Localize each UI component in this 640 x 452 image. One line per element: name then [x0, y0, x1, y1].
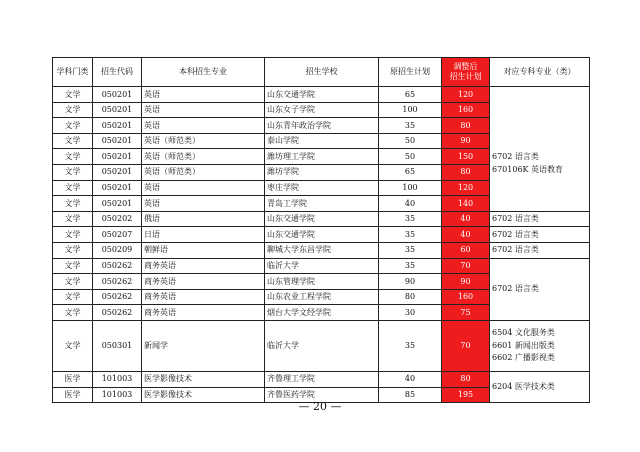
cell-category: 文学 [53, 274, 93, 290]
cell-school: 山东管理学院 [265, 274, 379, 290]
cell-original-plan: 50 [379, 149, 442, 165]
cell-major: 朝鲜语 [142, 242, 265, 258]
cell-original-plan: 80 [379, 289, 442, 305]
cell-school: 齐鲁医药学院 [265, 387, 379, 403]
header-category: 学科门类 [53, 58, 93, 87]
cell-code: 050201 [93, 164, 142, 180]
cell-category: 文学 [53, 227, 93, 243]
cell-adjusted-plan: 80 [442, 118, 490, 134]
cell-original-plan: 65 [379, 87, 442, 103]
cell-adjusted-plan: 80 [442, 164, 490, 180]
cell-adjusted-plan: 150 [442, 149, 490, 165]
corresponding-line: 6602 广播影视类 [492, 353, 555, 363]
cell-major: 医学影像技术 [142, 371, 265, 387]
cell-major: 英语 [142, 196, 265, 212]
cell-category: 文学 [53, 149, 93, 165]
cell-adjusted-plan: 90 [442, 133, 490, 149]
cell-code: 050301 [93, 320, 142, 371]
cell-adjusted-plan: 160 [442, 289, 490, 305]
table-row [53, 211, 590, 227]
cell-corresponding-medical: 6204 医学技术类 [490, 371, 590, 402]
cell-adjusted-plan: 70 [442, 258, 490, 274]
header-adjusted-line2: 招生计划 [449, 72, 482, 81]
cell-adjusted-plan: 160 [442, 102, 490, 118]
cell-original-plan: 35 [379, 211, 442, 227]
cell-school: 山东交通学院 [265, 227, 379, 243]
cell-adjusted-plan: 40 [442, 211, 490, 227]
cell-category: 文学 [53, 87, 93, 103]
table-header-row [53, 58, 590, 87]
cell-adjusted-plan: 195 [442, 387, 490, 403]
cell-corresponding-business-english: 6702 语言类 [490, 258, 590, 320]
cell-school: 临沂大学 [265, 320, 379, 371]
cell-code: 050201 [93, 133, 142, 149]
table-row [53, 227, 590, 243]
cell-original-plan: 35 [379, 258, 442, 274]
cell-school: 青岛工学院 [265, 196, 379, 212]
header-major: 本科招生专业 [142, 58, 265, 87]
page-number: — 20 — [298, 400, 342, 413]
cell-major: 英语（师范类） [142, 133, 265, 149]
cell-category: 医学 [53, 387, 93, 403]
header-school: 招生学校 [265, 58, 379, 87]
cell-school: 潍坊理工学院 [265, 149, 379, 165]
cell-category: 文学 [53, 211, 93, 227]
cell-school: 枣庄学院 [265, 180, 379, 196]
enrollment-plan-table [52, 57, 590, 403]
table-row [53, 258, 590, 274]
cell-original-plan: 40 [379, 196, 442, 212]
cell-category: 医学 [53, 371, 93, 387]
header-code: 招生代码 [93, 58, 142, 87]
cell-code: 050207 [93, 227, 142, 243]
table-row [53, 320, 590, 371]
cell-category: 文学 [53, 133, 93, 149]
cell-corresponding-russian: 6702 语言类 [490, 211, 590, 227]
table-row [53, 371, 590, 387]
cell-school: 聊城大学东昌学院 [265, 242, 379, 258]
cell-original-plan: 50 [379, 133, 442, 149]
cell-major: 商务英语 [142, 305, 265, 321]
cell-original-plan: 100 [379, 102, 442, 118]
cell-adjusted-plan: 60 [442, 242, 490, 258]
cell-code: 050262 [93, 258, 142, 274]
cell-major: 英语 [142, 180, 265, 196]
cell-original-plan: 35 [379, 242, 442, 258]
cell-code: 101003 [93, 387, 142, 403]
cell-major: 英语 [142, 87, 265, 103]
cell-school: 泰山学院 [265, 133, 379, 149]
corresponding-line: 6504 文化服务类 [492, 327, 555, 337]
header-adjusted-line1: 调整后 [453, 62, 478, 72]
cell-original-plan: 35 [379, 227, 442, 243]
cell-school: 山东交通学院 [265, 87, 379, 103]
cell-corresponding-journalism [490, 320, 590, 371]
cell-code: 050201 [93, 196, 142, 212]
cell-major: 俄语 [142, 211, 265, 227]
cell-code: 050201 [93, 180, 142, 196]
table-row [53, 242, 590, 258]
cell-major: 医学影像技术 [142, 387, 265, 403]
cell-category: 文学 [53, 289, 93, 305]
cell-adjusted-plan: 140 [442, 196, 490, 212]
cell-original-plan: 30 [379, 305, 442, 321]
cell-corresponding-language [490, 87, 590, 212]
cell-adjusted-plan: 70 [442, 320, 490, 371]
cell-original-plan: 65 [379, 164, 442, 180]
cell-school: 临沂大学 [265, 258, 379, 274]
cell-major: 商务英语 [142, 258, 265, 274]
cell-original-plan: 85 [379, 387, 442, 403]
cell-adjusted-plan: 120 [442, 180, 490, 196]
cell-code: 050262 [93, 305, 142, 321]
cell-major: 商务英语 [142, 289, 265, 305]
cell-original-plan: 100 [379, 180, 442, 196]
cell-code: 050201 [93, 102, 142, 118]
cell-adjusted-plan: 120 [442, 87, 490, 103]
cell-major: 商务英语 [142, 274, 265, 290]
cell-school: 山东交通学院 [265, 211, 379, 227]
cell-category: 文学 [53, 258, 93, 274]
cell-adjusted-plan: 80 [442, 371, 490, 387]
cell-original-plan: 35 [379, 320, 442, 371]
cell-major: 英语 [142, 118, 265, 134]
header-adjusted-plan [442, 58, 490, 87]
cell-adjusted-plan: 40 [442, 227, 490, 243]
header-corresponding-major: 对应专科专业（类） [490, 58, 590, 87]
cell-category: 文学 [53, 180, 93, 196]
cell-category: 文学 [53, 102, 93, 118]
corresponding-line: 6702 语言类 [492, 152, 539, 162]
cell-original-plan: 90 [379, 274, 442, 290]
cell-adjusted-plan: 90 [442, 274, 490, 290]
cell-code: 050201 [93, 118, 142, 134]
corresponding-line: 670106K 英语教育 [492, 164, 564, 174]
cell-category: 文学 [53, 118, 93, 134]
cell-code: 050201 [93, 87, 142, 103]
cell-code: 050262 [93, 289, 142, 305]
cell-major: 英语 [142, 102, 265, 118]
cell-code: 050201 [93, 149, 142, 165]
cell-adjusted-plan: 75 [442, 305, 490, 321]
cell-major: 英语（师范类） [142, 164, 265, 180]
cell-category: 文学 [53, 242, 93, 258]
cell-school: 山东青年政治学院 [265, 118, 379, 134]
cell-code: 101003 [93, 371, 142, 387]
cell-major: 日语 [142, 227, 265, 243]
cell-code: 050262 [93, 274, 142, 290]
cell-corresponding-korean: 6702 语言类 [490, 242, 590, 258]
cell-category: 文学 [53, 196, 93, 212]
cell-category: 文学 [53, 305, 93, 321]
cell-original-plan: 35 [379, 118, 442, 134]
corresponding-line: 6601 新闻出版类 [492, 340, 555, 350]
cell-code: 050202 [93, 211, 142, 227]
cell-major: 英语（师范类） [142, 149, 265, 165]
cell-school: 山东女子学院 [265, 102, 379, 118]
cell-school: 齐鲁理工学院 [265, 371, 379, 387]
cell-category: 文学 [53, 320, 93, 371]
cell-major: 新闻学 [142, 320, 265, 371]
table-row [53, 87, 590, 103]
cell-school: 潍坊学院 [265, 164, 379, 180]
cell-school: 烟台大学文经学院 [265, 305, 379, 321]
cell-category: 文学 [53, 164, 93, 180]
cell-school: 山东农业工程学院 [265, 289, 379, 305]
header-original-plan: 原招生计划 [379, 58, 442, 87]
cell-original-plan: 40 [379, 371, 442, 387]
cell-corresponding-japanese: 6702 语言类 [490, 227, 590, 243]
cell-code: 050209 [93, 242, 142, 258]
